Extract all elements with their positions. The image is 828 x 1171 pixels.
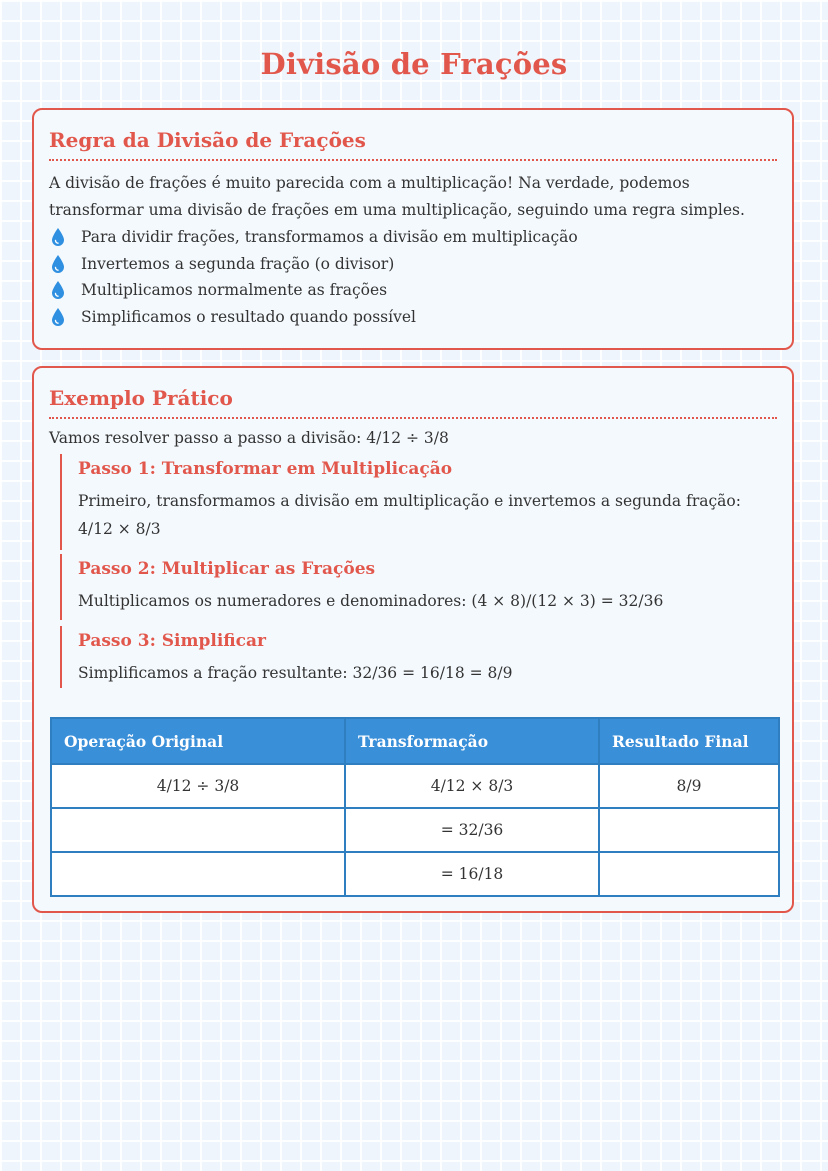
- table-header-row: [51, 718, 779, 764]
- result-table: [50, 717, 780, 897]
- table-header-cell: Transformação: [345, 718, 599, 764]
- rule-bullet-text: Para dividir frações, transformamos a divisão em multiplicação: [81, 228, 578, 246]
- table-cell: [599, 808, 779, 852]
- page-title: Divisão de Frações: [260, 47, 568, 81]
- droplet-icon: [49, 280, 67, 300]
- example-intro-text: Vamos resolver passo a passo a divisão: 4/12 ÷ 3/8: [49, 429, 449, 447]
- table-cell: 4/12 × 8/3: [345, 764, 599, 808]
- droplet-icon: [49, 254, 67, 274]
- table-cell: [51, 852, 345, 896]
- table-cell: 4/12 ÷ 3/8: [51, 764, 345, 808]
- table-row: [51, 808, 779, 852]
- table-header-cell: Operação Original: [51, 718, 345, 764]
- table-cell: [51, 808, 345, 852]
- rule-section: [32, 108, 794, 350]
- table-cell: [599, 852, 779, 896]
- step-2: [60, 554, 762, 620]
- rule-bullet-list: [49, 224, 578, 330]
- rule-bullet-text: Multiplicamos normalmente as frações: [81, 281, 388, 299]
- rule-bullet-item: [49, 304, 578, 331]
- step-text: Simplificamos a fração resultante: 32/36 = 16/18 = 8/9: [78, 664, 513, 682]
- rule-bullet-text: Invertemos a segunda fração (o divisor): [81, 254, 395, 273]
- rule-section-heading: Regra da Divisão de Frações: [49, 127, 777, 161]
- step-title: Passo 1: Transformar em Multiplicação: [78, 459, 453, 479]
- droplet-icon: [49, 307, 67, 327]
- step-text: Multiplicamos os numeradores e denominadores: (4 × 8)/(12 × 3) = 32/36: [78, 592, 664, 610]
- rule-bullet-text: Simplificamos o resultado quando possível: [81, 307, 416, 326]
- table-cell: = 16/18: [345, 852, 599, 896]
- table-cell: = 32/36: [345, 808, 599, 852]
- example-section-heading: Exemplo Prático: [49, 385, 777, 419]
- step-1: [60, 454, 762, 550]
- rule-bullet-item: [49, 251, 578, 278]
- table-header-cell: Resultado Final: [599, 718, 779, 764]
- table-row: [51, 764, 779, 808]
- example-section: [32, 366, 794, 913]
- step-title: Passo 2: Multiplicar as Frações: [78, 559, 376, 579]
- rule-bullet-item: [49, 277, 578, 304]
- table-cell: 8/9: [599, 764, 779, 808]
- rule-intro-text: A divisão de frações é muito parecida com a multiplicação! Na verdade, podemos transformar uma divisão de frações em uma multiplicação, seguindo uma regra simples.: [49, 174, 745, 219]
- step-3: [60, 626, 762, 688]
- step-title: Passo 3: Simplificar: [78, 631, 266, 651]
- step-text: Primeiro, transformamos a divisão em multiplicação e invertemos a segunda fração: 4/12 × 8/3: [78, 492, 741, 538]
- table-row: [51, 852, 779, 896]
- rule-bullet-item: [49, 224, 578, 251]
- droplet-icon: [49, 227, 67, 247]
